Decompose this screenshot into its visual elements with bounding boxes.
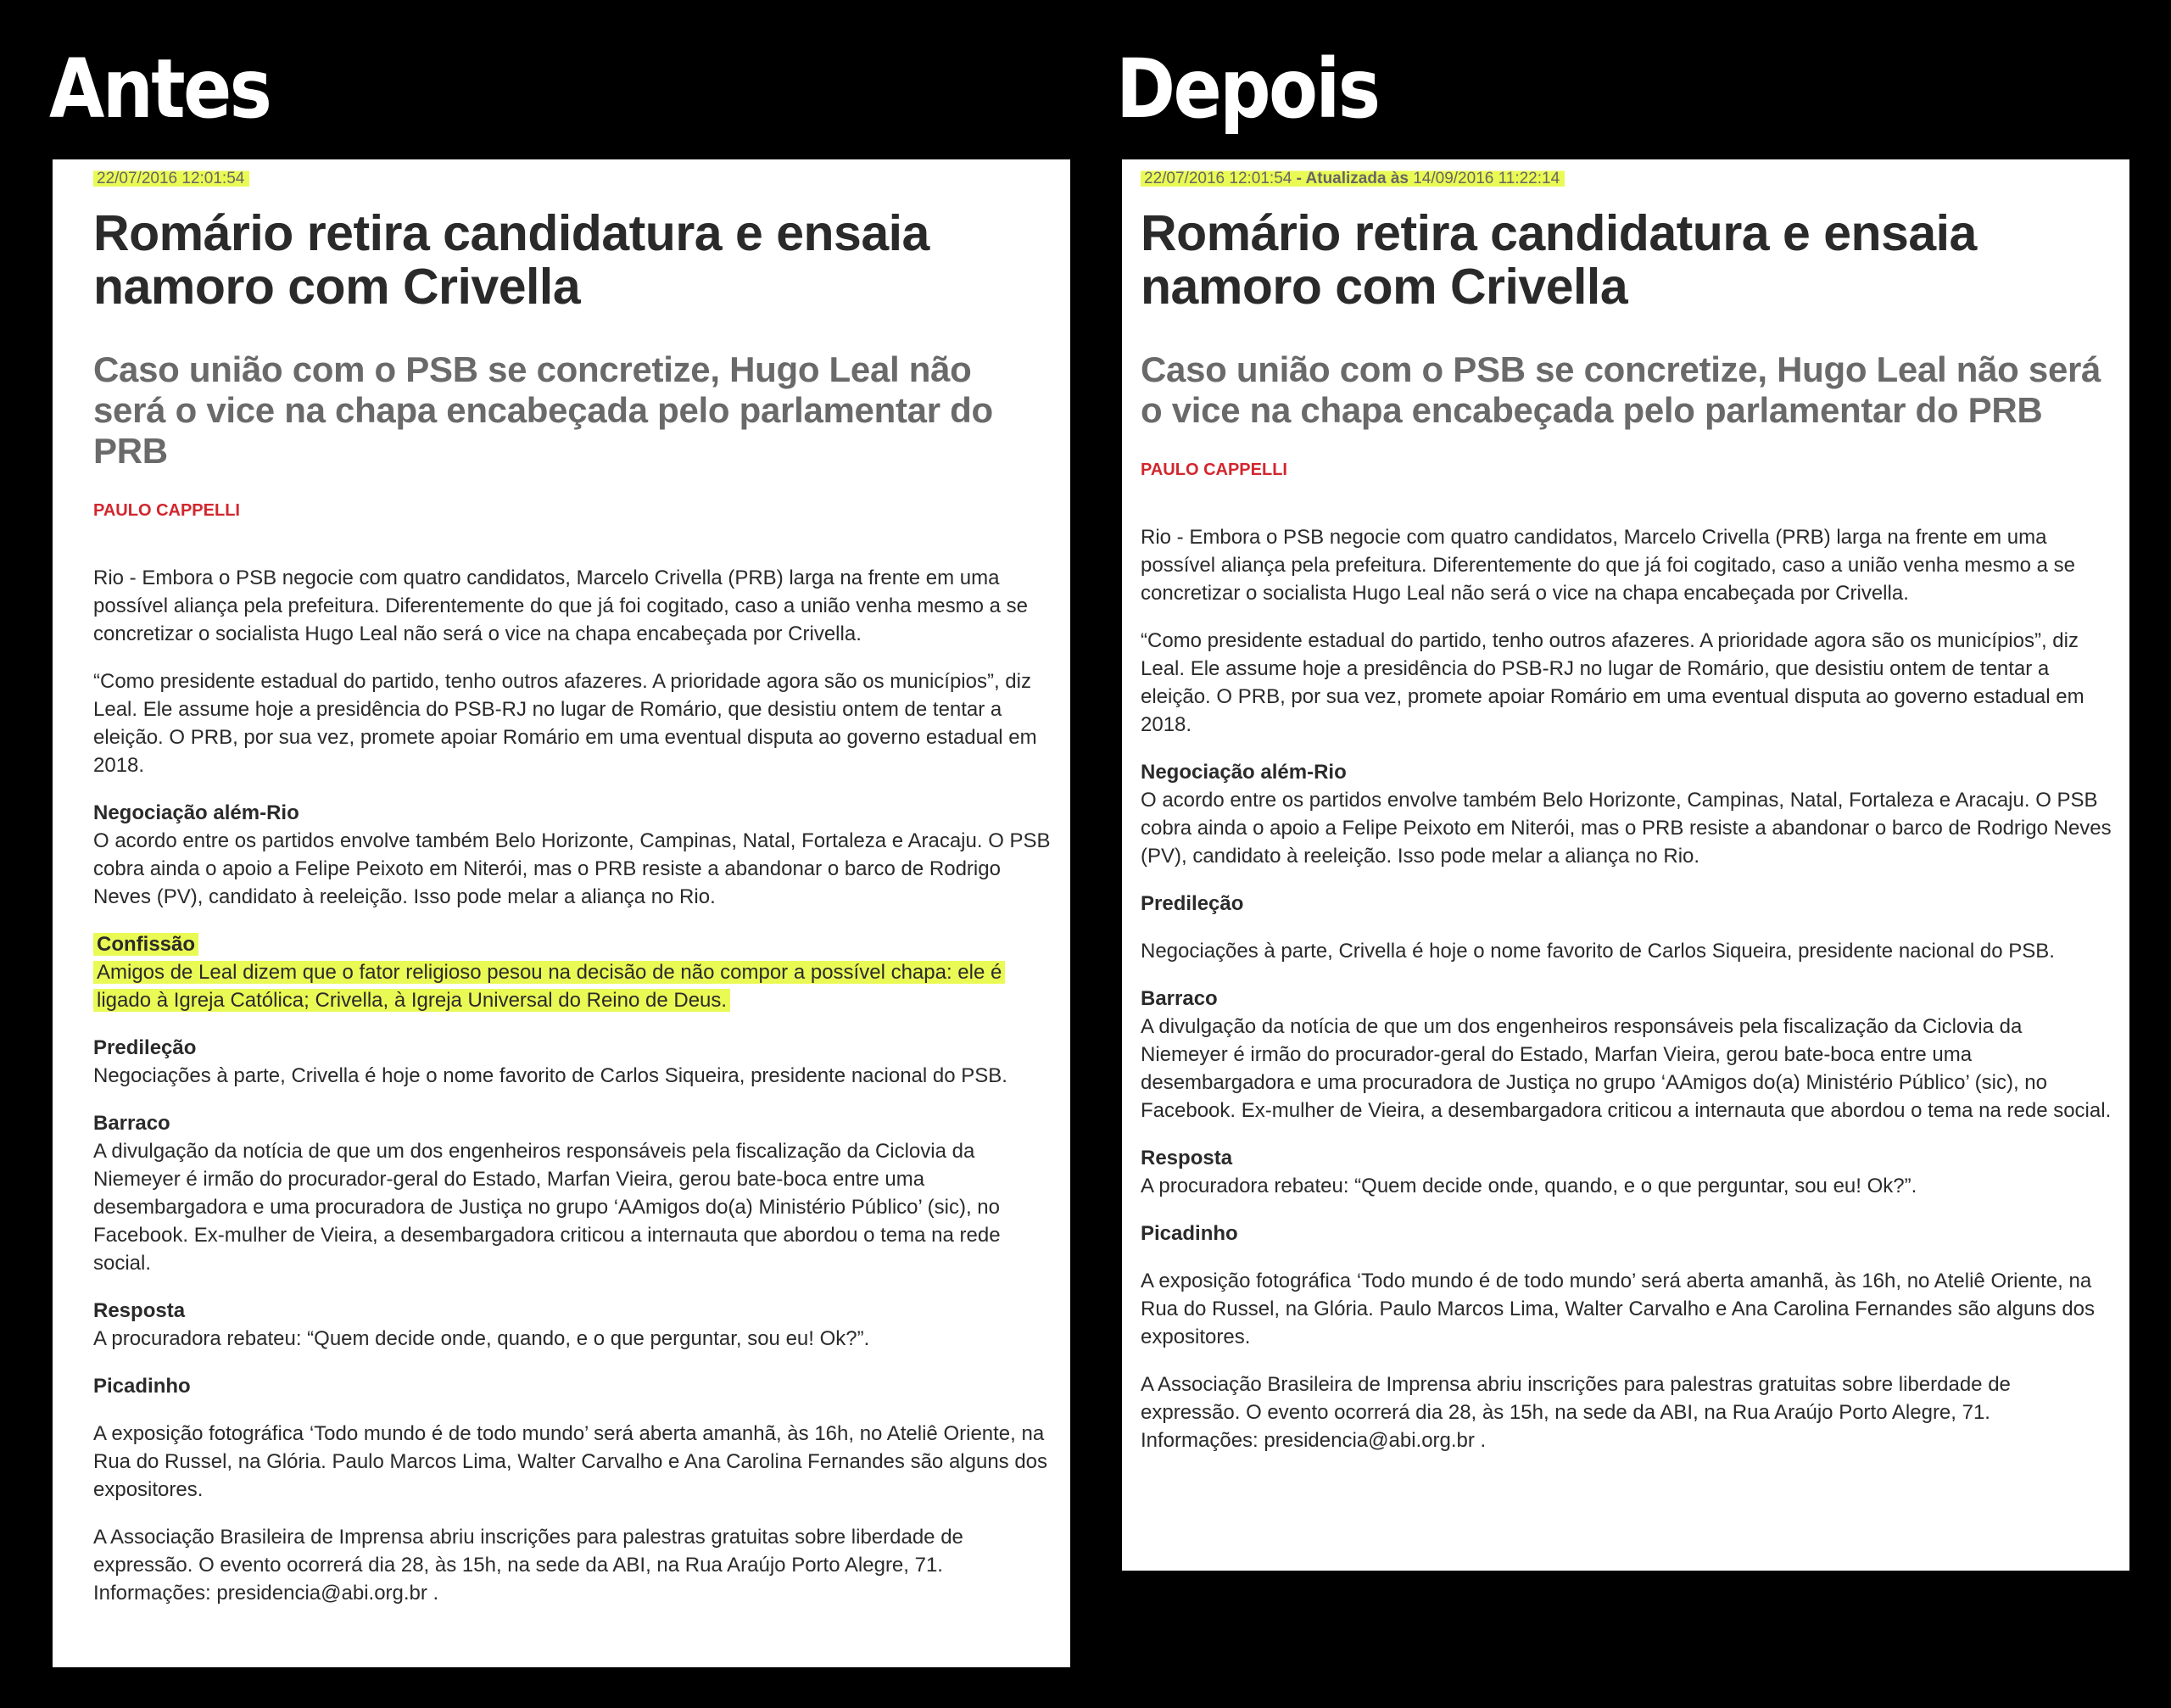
- intro-paragraph: Rio - Embora o PSB negocie com quatro candidatos, Marcelo Crivella (PRB) larga na frente em uma possível aliança pela prefeitura. Diferentemente do que já foi cogitado, caso a união venha mesmo a se concretizar o socialista Hugo Leal não será o vice na chapa encabeçada por Crivella.: [1141, 526, 2076, 605]
- section-text: A divulgação da notícia de que um dos engenheiros responsáveis pela fiscalização da Ciclovia da Niemeyer é irmão do procurador-geral do Estado, Marfan Vieira, gerou bate-boca entre uma desembargadora e uma procuradora de Justiça no grupo ‘AAmigos do(a) Ministério Público’ (sic), no Facebook. Ex-mulher de Vieira, a desembargadora criticou a internauta que abordou o tema na rede social.: [1141, 1015, 2112, 1122]
- section-text: Negociações à parte, Crivella é hoje o nome favorito de Carlos Siqueira, presidente nacional do PSB.: [1141, 940, 2055, 963]
- article-subtitle: Caso união com o PSB se concretize, Hugo Leal não será o vice na chapa encabeçada pelo parlamentar do PRB: [93, 349, 993, 471]
- section-title: Predileção: [1141, 892, 1244, 915]
- section-text: O acordo entre os partidos envolve também Belo Horizonte, Campinas, Natal, Fortaleza e Aracaju. O PSB cobra ainda o apoio a Felipe Peixoto em Niterói, mas o PRB resiste a abandonar o barco de Rodrigo Neves (PV), candidato à reeleição. Isso pode melar a aliança no Rio.: [1141, 789, 2112, 868]
- article-subtitle: Caso união com o PSB se concretize, Hugo Leal não será o vice na chapa encabeçada pelo parlamentar do PRB: [1141, 349, 2101, 430]
- article-body: [1141, 523, 2112, 1454]
- intro-paragraph: Rio - Embora o PSB negocie com quatro candidatos, Marcelo Crivella (PRB) larga na frente em uma possível aliança pela prefeitura. Diferentemente do que já foi cogitado, caso a união venha mesmo a se concretizar o socialista Hugo Leal não será o vice na chapa encabeçada por Crivella.: [93, 567, 1029, 645]
- article-headline: Romário retira candidatura e ensaia namoro com Crivella: [93, 205, 929, 315]
- section-text: O acordo entre os partidos envolve também Belo Horizonte, Campinas, Natal, Fortaleza e Aracaju. O PSB cobra ainda o apoio a Felipe Peixoto em Niterói, mas o PRB resiste a abandonar o barco de Rodrigo Neves (PV), candidato à reeleição. Isso pode melar a aliança no Rio.: [93, 829, 1051, 908]
- closing-paragraph: A Associação Brasileira de Imprensa abriu inscrições para palestras gratuitas sobre liberdade de expressão. O evento ocorrerá dia 28, às 15h, na sede da ABI, na Rua Araújo Porto Alegre, 71. Informações: presidencia@abi.org.br .: [93, 1526, 963, 1605]
- before-label: Antes: [49, 42, 271, 137]
- intro-paragraph: “Como presidente estadual do partido, tenho outros afazeres. A prioridade agora são os municípios”, diz Leal. Ele assume hoje a presidência do PSB-RJ no lugar de Romário, que desistiu ontem de tentar a eleição. O PRB, por sua vez, promete apoiar Romário em uma eventual disputa ao governo estadual em 2018.: [1141, 629, 2084, 736]
- section-title: Negociação além-Rio: [1141, 761, 1347, 784]
- section-negociacao: [1141, 758, 2112, 870]
- section-predilecao: [1141, 890, 2112, 965]
- section-text: A procuradora rebateu: “Quem decide onde, quando, e o que perguntar, sou eu! Ok?”.: [93, 1327, 870, 1350]
- section-title: Barraco: [1141, 987, 1218, 1010]
- timestamp-original: 22/07/2016 12:01:54: [1144, 170, 1292, 187]
- section-title: Picadinho: [1141, 1222, 1238, 1245]
- section-negociacao: [93, 799, 1053, 911]
- section-text: A exposição fotográfica ‘Todo mundo é de todo mundo’ será aberta amanhã, às 16h, no Ateliê Oriente, na Rua do Russel, na Glória. Paulo Marcos Lima, Walter Carvalho e Ana Carolina Fernandes são alguns dos expositores.: [93, 1422, 1048, 1501]
- section-text: [93, 958, 1053, 1014]
- section-title: Predileção: [93, 1036, 197, 1059]
- timestamp-highlight: [1141, 170, 1565, 187]
- closing-paragraph: A Associação Brasileira de Imprensa abriu inscrições para palestras gratuitas sobre liberdade de expressão. O evento ocorrerá dia 28, às 15h, na sede da ABI, na Rua Araújo Porto Alegre, 71. Informações: presidencia@abi.org.br .: [1141, 1373, 2011, 1452]
- intro-paragraph: “Como presidente estadual do partido, tenho outros afazeres. A prioridade agora são os municípios”, diz Leal. Ele assume hoje a presidência do PSB-RJ no lugar de Romário, que desistiu ontem de tentar a eleição. O PRB, por sua vez, promete apoiar Romário em uma eventual disputa ao governo estadual em 2018.: [93, 670, 1037, 777]
- updated-label: - Atualizada às: [1292, 170, 1414, 187]
- section-text: A divulgação da notícia de que um dos engenheiros responsáveis pela fiscalização da Ciclovia da Niemeyer é irmão do procurador-geral do Estado, Marfan Vieira, gerou bate-boca entre uma desembargadora e uma procuradora de Justiça no grupo ‘AAmigos do(a) Ministério Público’ (sic), no Facebook. Ex-mulher de Vieira, a desembargadora criticou a internauta que abordou o tema na rede social.: [93, 1140, 1001, 1275]
- section-picadinho: [1141, 1220, 2112, 1351]
- section-text: A exposição fotográfica ‘Todo mundo é de todo mundo’ será aberta amanhã, às 16h, no Ateliê Oriente, na Rua do Russel, na Glória. Paulo Marcos Lima, Walter Carvalho e Ana Carolina Fernandes são alguns dos expositores.: [1141, 1270, 2096, 1348]
- section-picadinho: [93, 1372, 1053, 1504]
- article-body: [93, 564, 1053, 1607]
- updated-time: 14/09/2016 11:22:14: [1413, 170, 1560, 187]
- article-author[interactable]: PAULO CAPPELLI: [93, 501, 240, 520]
- section-title: Resposta: [93, 1299, 186, 1322]
- section-resposta: [1141, 1144, 2112, 1200]
- section-predilecao: [93, 1034, 1053, 1090]
- section-title: Negociação além-Rio: [93, 801, 299, 824]
- section-title: Resposta: [1141, 1147, 1233, 1169]
- article-timestamp: [93, 168, 1053, 190]
- section-title: Barraco: [93, 1112, 170, 1135]
- after-label: Depois: [1116, 42, 1379, 137]
- highlighted-text: Amigos de Leal dizem que o fator religioso pesou na decisão de não compor a possível chapa: ele é ligado à Igreja Católica; Crivella, à Igreja Universal do Reino de Deus.: [93, 961, 1005, 1012]
- article-after-panel: [1122, 159, 2129, 1571]
- section-text: A procuradora rebateu: “Quem decide onde, quando, e o que perguntar, sou eu! Ok?”.: [1141, 1175, 1917, 1197]
- section-title: Picadinho: [93, 1375, 191, 1398]
- section-resposta: [93, 1297, 1053, 1353]
- section-title: [93, 930, 1053, 958]
- highlighted-title: Confissão: [93, 933, 198, 956]
- article-headline: Romário retira candidatura e ensaia namoro com Crivella: [1141, 205, 1977, 315]
- section-barraco: [1141, 985, 2112, 1125]
- article-before-panel: [53, 159, 1070, 1667]
- timestamp-highlight: 22/07/2016 12:01:54: [93, 170, 249, 187]
- article-timestamp: [1141, 168, 2112, 190]
- article-author[interactable]: PAULO CAPPELLI: [1141, 460, 1287, 479]
- section-confissao: [93, 930, 1053, 1014]
- section-text: Negociações à parte, Crivella é hoje o nome favorito de Carlos Siqueira, presidente nacional do PSB.: [93, 1064, 1007, 1087]
- section-barraco: [93, 1109, 1053, 1277]
